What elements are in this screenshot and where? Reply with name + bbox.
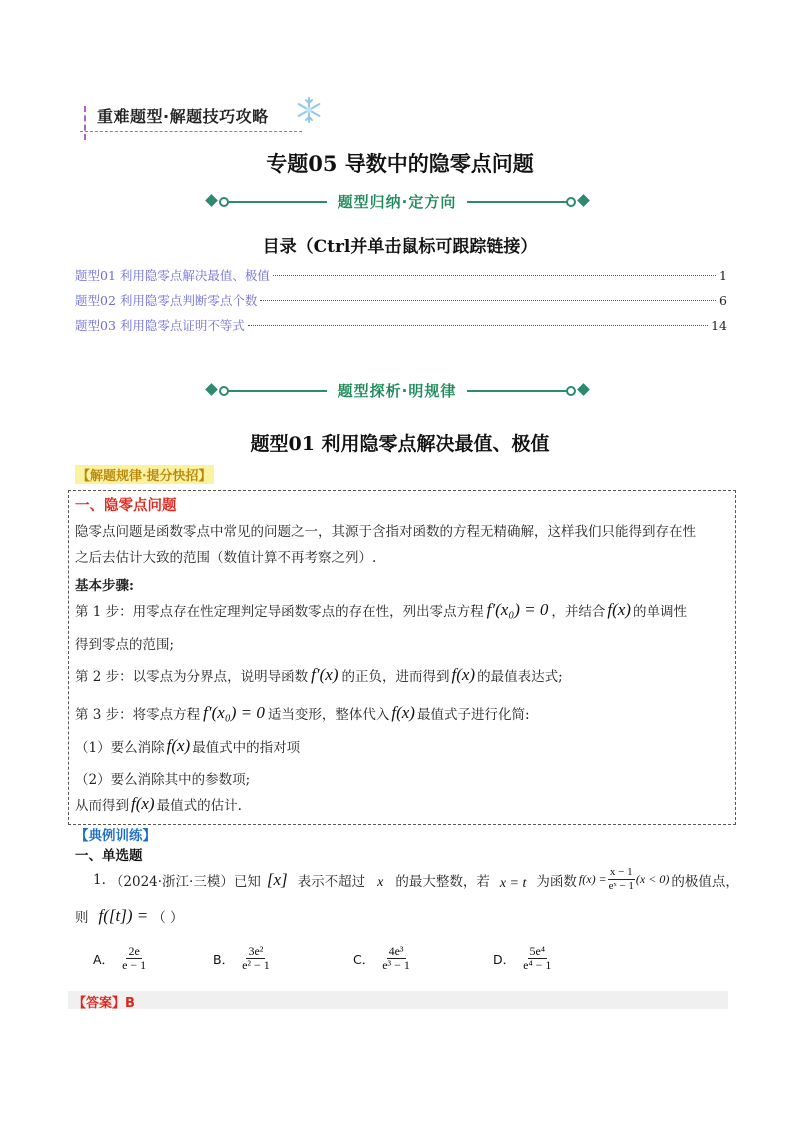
option-letter: A． (93, 951, 115, 967)
step-2-function: f(x) (451, 665, 476, 684)
option-d[interactable] (493, 945, 553, 972)
answer-text: 【答案】B (73, 996, 135, 1011)
banner-dot-icon (566, 386, 576, 396)
answer-bar (68, 991, 728, 1009)
fraction-numerator: 3e² (248, 944, 264, 958)
sub-item-text: （1）要么消除 (75, 740, 165, 756)
examples-label: 【典例训练】 (75, 828, 156, 844)
toc-title: 目录（Ctrl并单击鼠标可跟踪链接） (262, 237, 538, 257)
toc-item-3[interactable] (75, 316, 727, 334)
intro-line-1: 隐零点问题是函数零点中常见的问题之一，其源于含指对函数的方程无精确解，这样我们只能得到存在性 (75, 524, 696, 540)
conclusion-text: 从而得到 (75, 798, 129, 814)
header-horizontal-divider (80, 131, 302, 132)
fraction-denominator: eˣ − 1 (608, 880, 634, 892)
floor-notation: [x] (266, 869, 288, 889)
fraction-denominator: e⁴ − 1 (523, 958, 552, 972)
toc-item-label[interactable]: 题型03 利用隐零点证明不等式 (75, 318, 245, 333)
fraction-numerator: 4e³ (388, 944, 404, 958)
banner-diamond-icon (205, 383, 218, 396)
toc-item-1[interactable] (75, 266, 727, 284)
tips-label: 【解题规律·提分快招】 (75, 465, 214, 484)
step-2-text: 的最值表达式; (477, 669, 563, 685)
option-fraction (521, 945, 553, 972)
question-1-line-2 (75, 906, 184, 926)
sub-item-text: 最值式中的指对项 (192, 740, 301, 756)
banner-diamond-icon (577, 383, 590, 396)
step-2-text: 第 2 步：以零点为分界点，说明导函数 (75, 669, 309, 685)
conclusion-function: f(x) (131, 794, 155, 813)
fraction-numerator: 5e⁴ (529, 944, 546, 958)
step-3-text: 最值式子进行化简: (416, 707, 530, 723)
toc-page-number: 6 (719, 293, 727, 308)
box-heading: 一、隐零点问题 (75, 497, 177, 514)
function-fraction (607, 866, 636, 893)
toc-leader (260, 300, 716, 301)
step-2 (75, 665, 563, 685)
step-1-line-2: 得到零点的范围; (75, 637, 175, 653)
option-c[interactable] (353, 945, 412, 972)
question-text: 的最大整数，若 (395, 873, 490, 890)
sub-item-1 (75, 736, 300, 756)
toc-page-number: 14 (711, 318, 727, 333)
fraction-numerator: x − 1 (609, 866, 633, 878)
question-source: （2024·浙江·三模）已知 (109, 873, 261, 890)
conclusion-text: 最值式的估计. (156, 798, 242, 814)
question-expression: f([t]) = (98, 906, 149, 925)
step-2-text: 的正负，进而得到 (341, 669, 450, 685)
option-letter: C． (353, 951, 375, 967)
toc-leader (273, 275, 716, 276)
step-1-text: 的单调性 (632, 604, 687, 620)
toc-item-label[interactable]: 题型01 利用隐零点解决最值、极值 (75, 268, 270, 283)
option-letter: B． (213, 951, 235, 967)
step-1-text: ，并结合 (551, 604, 606, 620)
sub-item-2: （2）要么消除其中的参数项; (75, 772, 251, 788)
variable-x: x (377, 874, 384, 890)
banner-label: 题型归纳·定方向 (327, 191, 467, 213)
toc-item-2[interactable] (75, 291, 727, 309)
question-type: 一、单选题 (75, 848, 143, 864)
question-text: 表示不超过 (297, 873, 366, 890)
banner-diamond-icon (577, 194, 590, 207)
banner-diamond-icon (205, 194, 218, 207)
fraction-denominator: e³ − 1 (382, 958, 410, 972)
sub-item-function: f(x) (166, 736, 191, 755)
fraction-numerator: 2e (128, 944, 140, 958)
option-fraction (120, 945, 148, 972)
option-fraction (380, 945, 412, 972)
question-text: 则 (75, 910, 89, 926)
header-tag: 重难题型·解题技巧攻略 (97, 107, 269, 126)
option-letter: D． (493, 951, 516, 967)
fraction-denominator: e − 1 (122, 958, 147, 972)
step-3-text: 第 3 步：将零点方程 (75, 707, 201, 723)
step-3 (75, 703, 530, 723)
function-lhs: f(x) = (578, 872, 607, 886)
question-number: 1. (93, 871, 106, 888)
snowflake-icon (295, 96, 323, 124)
step-1 (75, 600, 687, 620)
question-1 (93, 866, 739, 893)
domain-condition: (x < 0) (635, 872, 670, 886)
question-text: 为函数 (536, 873, 577, 890)
option-a[interactable] (93, 945, 148, 972)
banner-label: 题型探析·明规律 (327, 380, 467, 402)
toc-leader (248, 325, 708, 326)
fraction-denominator: e² − 1 (242, 958, 270, 972)
section-title: 题型01 利用隐零点解决最值、极值 (250, 433, 550, 455)
step-2-derivative: f′(x) (311, 665, 339, 684)
step-1-text: 第 1 步：用零点存在性定理判定导函数零点的存在性，列出零点方程 (75, 604, 484, 620)
step-3-function: f(x) (391, 703, 415, 722)
document-title: 专题05 导数中的隐零点问题 (266, 151, 534, 176)
intro-line-2: 之后去估计大致的范围（数值计算不再考察之列）. (75, 550, 377, 566)
step-1-function: f(x) (607, 600, 631, 619)
toc-item-label[interactable]: 题型02 利用隐零点判断零点个数 (75, 293, 258, 308)
banner-dot-icon (566, 197, 576, 207)
step-1-equation: f′(x₀) = 0 (486, 600, 549, 619)
x-equals-t: x = t (499, 875, 527, 891)
step-3-text: 适当变形，整体代入 (267, 707, 390, 723)
section-banner-analysis (205, 380, 590, 402)
header-vertical-divider (84, 106, 86, 140)
option-fraction (240, 945, 272, 972)
step-3-equation: f′(x₀) = 0 (203, 703, 265, 722)
option-b[interactable] (213, 945, 272, 972)
steps-heading: 基本步骤: (75, 578, 134, 594)
question-text: 的极值点， (671, 873, 739, 890)
answer-blank: （ ） (152, 910, 184, 926)
toc-page-number: 1 (719, 268, 727, 283)
section-banner-summary (205, 191, 590, 213)
conclusion (75, 794, 242, 814)
